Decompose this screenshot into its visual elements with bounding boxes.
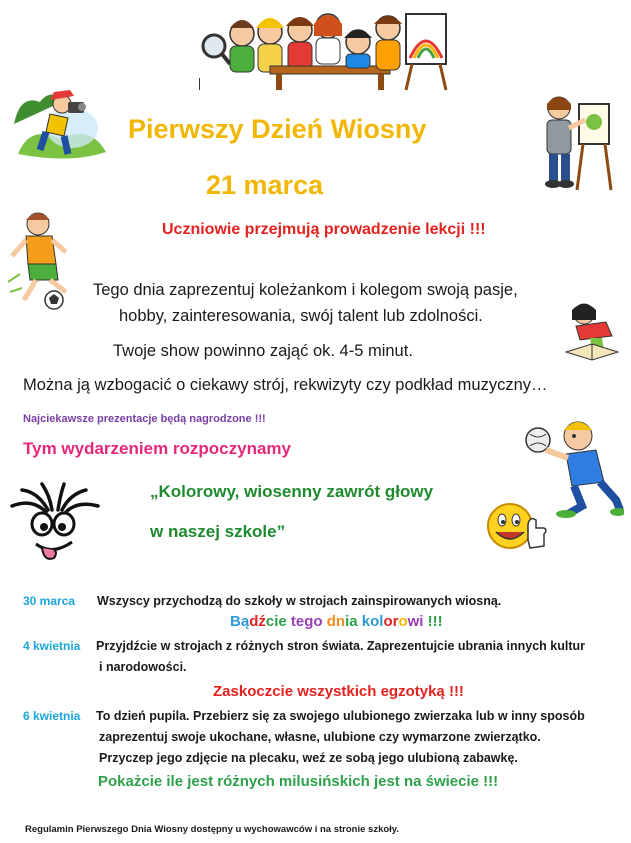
duration-text: Twoje show powinno zająć ok. 4-5 minut. xyxy=(113,342,413,360)
reading-girl-clipart xyxy=(562,300,622,362)
schedule-slogan-3: Pokażcie ile jest różnych milusińskich jest na świecie !!! xyxy=(98,773,499,790)
enrich-text: Można ją wzbogacić o ciekawy strój, rekwizyty czy podkład muzyczny… xyxy=(23,376,548,394)
smiley-thumbs-up-clipart xyxy=(484,496,548,554)
slogan-segment: !!! xyxy=(423,613,443,630)
event-subtitle: Uczniowie przejmują prowadzenie lekcji !!! xyxy=(162,221,486,238)
soccer-kid-clipart xyxy=(4,208,84,312)
slogan-segment: cie xyxy=(265,613,291,630)
schedule-slogan-2: Zaskoczcie wszystkich egzotyką !!! xyxy=(213,683,464,700)
event-intro: Tym wydarzeniem rozpoczynamy xyxy=(23,439,291,458)
schedule-desc-1-line-1: Wszyscy przychodzą do szkoły w strojach zainspirowanych wiosną. xyxy=(97,594,502,608)
schedule-desc-2-line-2: i narodowości. xyxy=(99,660,187,674)
text-cursor-mark xyxy=(199,78,200,90)
schedule-date-3: 6 kwietnia xyxy=(23,709,81,723)
schedule-date-2: 4 kwietnia xyxy=(23,639,81,653)
slogan-segment: ia xyxy=(345,613,362,630)
schedule-desc-3-line-3: Przyczep jego zdjęcie na plecaku, weź ze sobą jego ulubioną zabawkę. xyxy=(99,751,518,765)
footer-note: Regulamin Pierwszego Dnia Wiosny dostępny u wychowawców i na stronie szkoły. xyxy=(25,824,400,835)
event-name-line-1: „Kolorowy, wiosenny zawrót głowy xyxy=(150,482,434,501)
slogan-segment: o xyxy=(398,613,408,630)
schedule-desc-3-line-2: zaprezentuj swoje ukochane, własne, ulubione czy wymarzone zwierzątko. xyxy=(99,730,541,744)
page-title: Pierwszy Dzień Wiosny xyxy=(128,114,427,144)
intro-line-2: hobby, zainteresowania, swój talent lub zdolności. xyxy=(119,307,483,325)
schedule-desc-2-line-1: Przyjdźcie w strojach z różnych stron świata. Zaprezentujcie ubrania innych kultur xyxy=(96,639,586,653)
slogan-segment: tego xyxy=(290,613,327,630)
award-note: Najciekawsze prezentacje będą nagrodzone !!! xyxy=(23,413,266,425)
funny-face-clipart xyxy=(2,482,106,566)
event-date: 21 marca xyxy=(206,170,324,200)
slogan-segment: wi xyxy=(407,613,424,630)
slogan-segment: or xyxy=(383,613,399,630)
slogan-segment: dź xyxy=(249,613,266,630)
painter-kid-clipart xyxy=(533,92,613,194)
photographer-kid-clipart xyxy=(10,84,110,164)
schedule-date-1: 30 marca xyxy=(23,594,76,608)
schedule-desc-3-line-1: To dzień pupila. Przebierz się za swojego ulubionego zwierzaka lub w inny sposób xyxy=(96,709,585,723)
intro-line-1: Tego dnia zaprezentuj koleżankom i kolegom swoją pasje, xyxy=(93,281,518,299)
slogan-segment: dn xyxy=(326,613,346,630)
slogan-segment: kol xyxy=(361,613,384,630)
slogan-segment: Bą xyxy=(230,613,250,630)
kids-group-clipart xyxy=(200,6,452,92)
event-name-line-2: w naszej szkole” xyxy=(150,522,286,541)
schedule-slogan-1 xyxy=(230,613,443,630)
